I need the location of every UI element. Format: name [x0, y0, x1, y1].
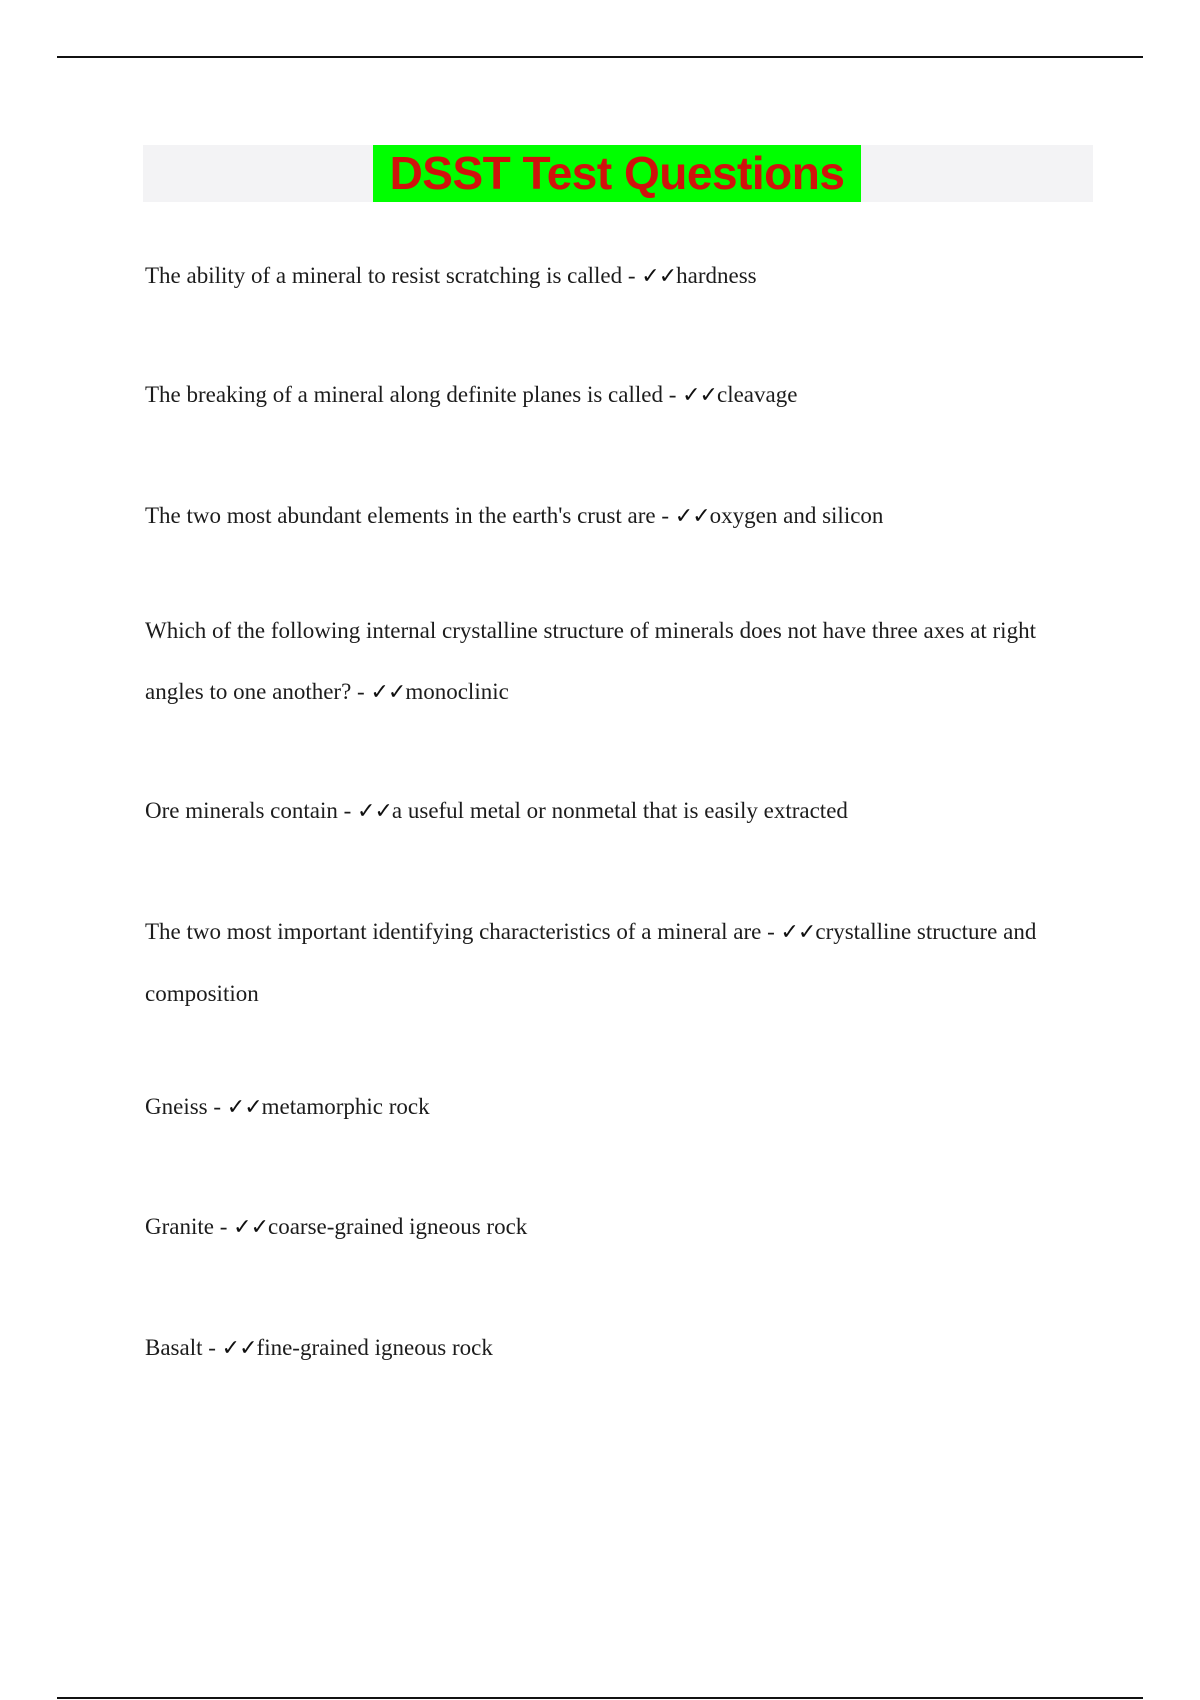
check-icon: ✓✓ — [674, 504, 710, 529]
check-icon: ✓✓ — [641, 264, 677, 289]
question-text: The ability of a mineral to resist scratching is called - — [145, 263, 636, 288]
check-icon: ✓✓ — [780, 920, 816, 945]
question-text: Gneiss - — [145, 1094, 222, 1119]
question-text: Ore minerals contain - — [145, 798, 352, 823]
answer-text: metamorphic rock — [261, 1094, 430, 1119]
answer-text: monoclinic — [405, 679, 509, 704]
answer-text: hardness — [676, 263, 757, 288]
answer-text: cleavage — [716, 382, 798, 407]
qa-item — [145, 1076, 1095, 1138]
answer-text: crystalline structure and composition — [145, 919, 1037, 1006]
qa-item — [145, 1196, 1095, 1258]
footer-rule — [57, 1697, 1143, 1699]
answer-text: fine-grained igneous rock — [256, 1335, 493, 1360]
question-text: The two most important identifying characteristics of a mineral are - — [145, 919, 775, 944]
qa-item — [145, 364, 1095, 426]
check-icon: ✓✓ — [226, 1095, 262, 1120]
check-icon: ✓✓ — [357, 799, 392, 824]
question-text: Granite - — [145, 1214, 228, 1239]
check-icon: ✓✓ — [682, 383, 717, 408]
qa-item — [145, 485, 1095, 547]
answer-text: coarse-grained igneous rock — [268, 1214, 528, 1239]
question-text: Basalt - — [145, 1335, 216, 1360]
qa-item — [145, 780, 1095, 842]
check-icon: ✓✓ — [221, 1336, 257, 1361]
answer-text: a useful metal or nonmetal that is easily extracted — [391, 798, 848, 823]
header-rule — [57, 56, 1143, 58]
question-text: The breaking of a mineral along definite planes is called - — [145, 382, 677, 407]
qa-item — [145, 901, 1095, 1024]
question-text: Which of the following internal crystalline structure of minerals does not have three axes at right angles to one another? - — [145, 618, 1036, 704]
check-icon: ✓✓ — [370, 680, 406, 705]
page-title: DSST Test Questions — [373, 145, 861, 202]
qa-item — [145, 245, 1095, 307]
qa-item — [145, 600, 1095, 723]
check-icon: ✓✓ — [233, 1215, 269, 1240]
question-text: The two most abundant elements in the earth's crust are - — [145, 503, 670, 528]
answer-text: oxygen and silicon — [709, 503, 884, 528]
qa-item — [145, 1317, 1095, 1379]
